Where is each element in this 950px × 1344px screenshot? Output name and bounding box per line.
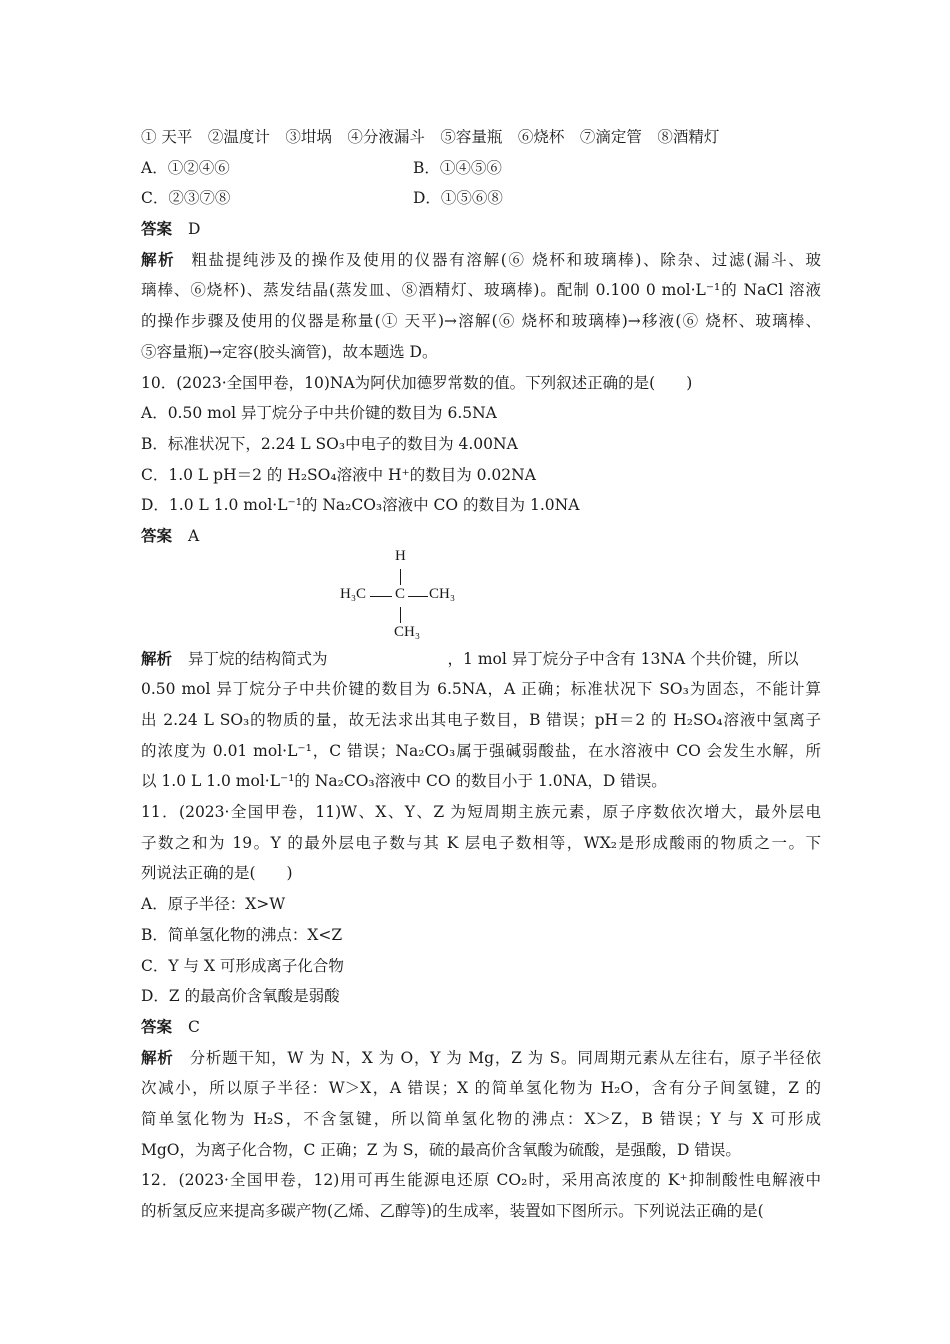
q10-analysis-line-4: 的浓度为 0.01 mol·L⁻¹，C 错误；Na₂CO₃属于强碱弱酸盐，在水溶液中 CO 会发生水解，所 [141, 741, 821, 760]
answer-label: 答案 [141, 1016, 173, 1036]
q10-option-b: B．标准状况下，2.24 L SO₃中电子的数目为 4.00NA [141, 434, 518, 453]
structure-bond-bottom [400, 607, 401, 623]
q12-stem-line-2: 的析氢反应来提高多碳产物(乙烯、乙醇等)的生成率，装置如下图所示。下列说法正确的是( [141, 1202, 764, 1220]
analysis-text: 分析题干知，W 为 N，X 为 O，Y 为 Mg，Z 为 S。同周期元素从左往右，原子半径依 [189, 1048, 821, 1067]
q9-option-c: C．②③⑦⑧ [141, 189, 231, 208]
q9-options-row-2 [141, 183, 821, 214]
q10-option-c: C．1.0 L pH＝2 的 H₂SO₄溶液中 H⁺的数目为 0.02NA [141, 465, 536, 484]
q11-analysis-line-4: MgO，为离子化合物，C 正确；Z 为 S，硫的最高价含氧酸为硫酸，是强酸，D 错误。 [141, 1140, 741, 1159]
q10-option-d: D．1.0 L 1.0 mol·L⁻¹的 Na₂CO₃溶液中 CO 的数目为 1.0NA [141, 496, 580, 515]
q11-stem-line-1: 11．(2023·全国甲卷，11)W、X、Y、Z 为短周期主族元素，原子序数依次增大，最外层电 [141, 803, 821, 822]
analysis-label: 解析 [141, 249, 176, 269]
structure-center-c: C [395, 586, 406, 602]
q9-analysis-line-3: 的操作步骤及使用的仪器是称量(① 天平)→溶解(⑥ 烧杯和玻璃棒)→移液(⑥ 烧杯、玻璃棒、 [141, 312, 821, 331]
q12-stem-line-1: 12．(2023·全国甲卷，12)用可再生能源电还原 CO₂时，采用高浓度的 K⁺抑制酸性电解液中 [141, 1171, 821, 1190]
q9-analysis-line-4: ⑤容量瓶)→定容(胶头滴管)，故本题选 D。 [141, 342, 438, 361]
q9-analysis-line-2: 璃棒、⑥烧杯)、蒸发结晶(蒸发皿、⑧酒精灯、玻璃棒)。配制 0.100 0 mol·L⁻¹的 NaCl 溶液 [141, 281, 821, 300]
q9-analysis-line-1 [141, 245, 821, 276]
structure-spacer [141, 552, 821, 644]
q11-option-c: C．Y 与 X 可形成离子化合物 [141, 956, 344, 975]
q11-answer [141, 1012, 821, 1043]
analysis-text: 粗盐提纯涉及的操作及使用的仪器有溶解(⑥ 烧杯和玻璃棒)、除杂、过滤(漏斗、玻 [191, 250, 821, 269]
q10-analysis-line-5: 以 1.0 L 1.0 mol·L⁻¹的 Na₂CO₃溶液中 CO 的数目小于 1.0NA，D 错误。 [141, 772, 667, 791]
q10-analysis-line-2: 0.50 mol 异丁烷分子中共价键的数目为 6.5NA，A 正确；标准状况下 SO₃为固态，不能计算 [141, 680, 821, 699]
structure-top-h: H [395, 548, 406, 564]
structure-bottom-group: CH₃ [394, 624, 421, 640]
q10-analysis-line-3: 出 2.24 L SO₃的物质的量，故无法求出其电子数目，B 错误；pH＝2 的 H₂SO₄溶液中氢离子 [141, 711, 821, 729]
analysis-label: 解析 [141, 648, 173, 668]
analysis-text: ，1 mol 异丁烷分子中含有 13NA 个共价键，所以 [447, 649, 799, 668]
q11-option-b: B．简单氢化物的沸点：X<Z [141, 925, 343, 944]
answer-label: 答案 [141, 219, 173, 239]
q11-stem-line-2: 子数之和为 19。Y 的最外层电子数与其 K 层电子数相等，WX₂是形成酸雨的物质之一。下 [141, 833, 821, 852]
structure-right-group: CH₃ [429, 586, 456, 602]
q11-option-d: D．Z 的最高价含氧酸是弱酸 [141, 987, 340, 1006]
q9-option-b: B．①④⑤⑥ [413, 158, 502, 177]
q9-option-a: A．①②④⑥ [141, 158, 230, 177]
analysis-text: 异丁烷的结构简式为 [188, 649, 328, 668]
q11-answer-value: C [188, 1017, 200, 1036]
isobutane-structure [340, 548, 465, 646]
document-page [141, 122, 821, 1227]
structure-left-group: H₃C [340, 586, 367, 602]
q10-stem: 10．(2023·全国甲卷，10)NA为阿伏加德罗常数的值。下列叙述正确的是( ) [141, 373, 693, 392]
q9-instrument-list: ① 天平 ②温度计 ③坩埚 ④分液漏斗 ⑤容量瓶 ⑥烧杯 ⑦滴定管 ⑧酒精灯 [141, 128, 720, 146]
q10-answer-value: A [188, 526, 200, 545]
answer-label: 答案 [141, 525, 173, 545]
q9-answer [141, 214, 821, 245]
q11-option-a: A．原子半径：X>W [141, 895, 286, 914]
q10-answer [141, 521, 821, 552]
q9-answer-value: D [188, 220, 201, 239]
q10-analysis-line-1 [141, 644, 821, 675]
analysis-label: 解析 [141, 1047, 174, 1067]
q9-option-d: D．①⑤⑥⑧ [413, 189, 503, 208]
q10-option-a: A．0.50 mol 异丁烷分子中共价键的数目为 6.5NA [141, 404, 497, 423]
q11-stem-line-3: 列说法正确的是( ) [141, 864, 293, 883]
structure-bond-top [400, 569, 401, 585]
q9-options-row-1 [141, 153, 821, 184]
q11-analysis-line-3: 简单氢化物为 H₂S，不含氢键，所以简单氢化物的沸点：X＞Z，B 错误；Y 与 X 可形成 [141, 1109, 821, 1128]
q11-analysis-line-2: 次减小，所以原子半径：W＞X，A 错误；X 的简单氢化物为 H₂O，含有分子间氢键，Z 的 [141, 1079, 821, 1098]
structure-bond-left [370, 596, 392, 597]
structure-bond-right [408, 596, 428, 597]
q11-analysis-line-1 [141, 1043, 821, 1074]
